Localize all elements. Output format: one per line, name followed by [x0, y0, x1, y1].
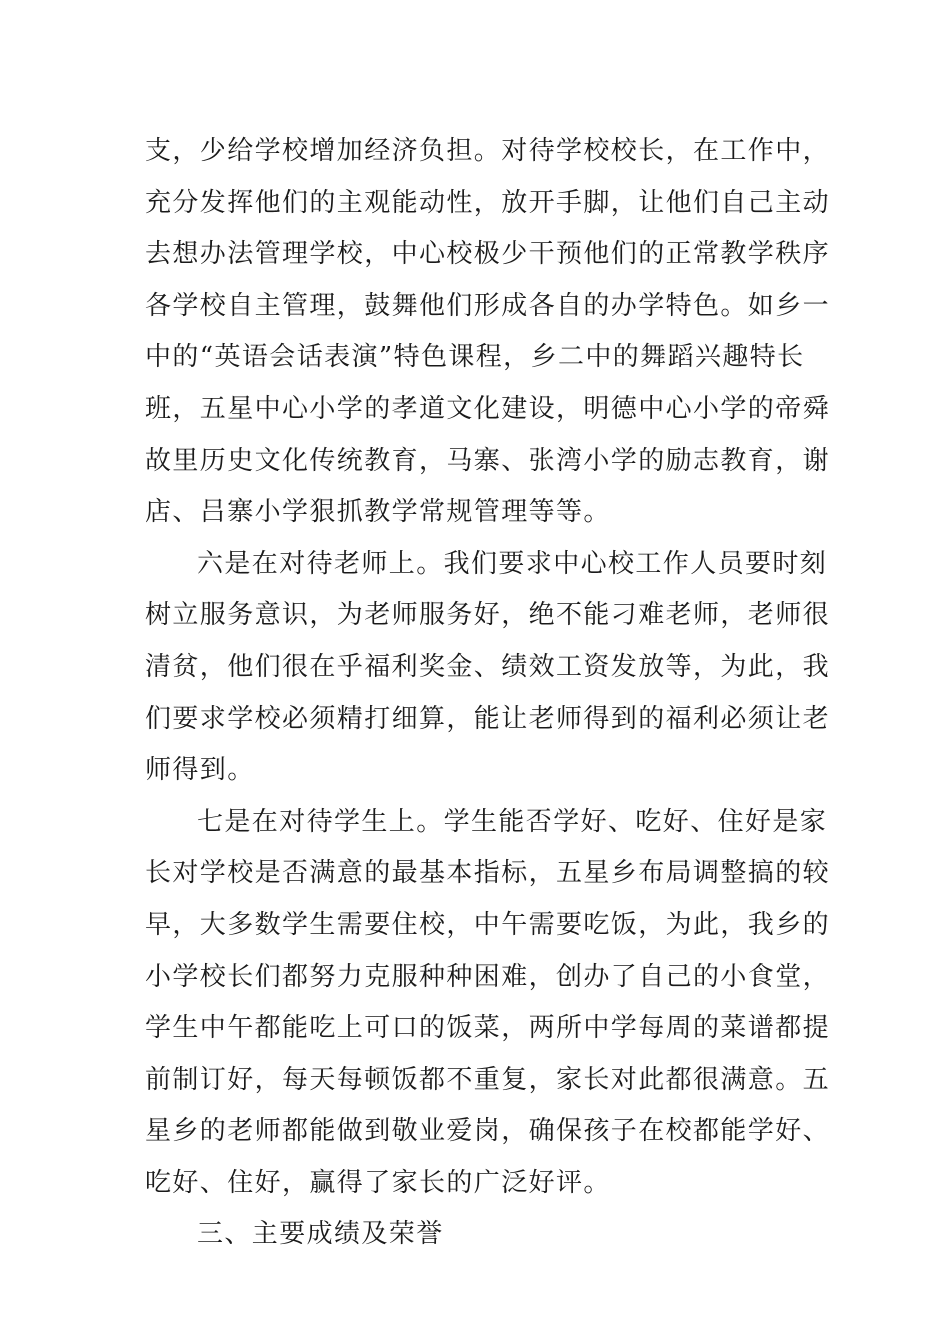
text-line: 前制订好，每天每顿饭都不重复，家长对此都很满意。五 [145, 1064, 831, 1095]
document-body [145, 126, 831, 1261]
text-line: 树立服务意识，为老师服务好，绝不能刁难老师，老师很 [145, 600, 831, 631]
text-line: 小学校长们都努力克服种种困难，创办了自己的小食堂， [145, 961, 831, 992]
paragraph-start-line: 七是在对待学生上。学生能否学好、吃好、住好是家 [197, 806, 828, 837]
text-line: 学生中午都能吃上可口的饭菜，两所中学每周的菜谱都提 [145, 1013, 831, 1044]
text-line: 去想办法管理学校，中心校极少干预他们的正常教学秩序 [145, 239, 831, 270]
text-line: 故里历史文化传统教育，马寨、张湾小学的励志教育，谢 [145, 445, 831, 476]
text-line: 吃好、住好，赢得了家长的广泛好评。 [145, 1167, 611, 1198]
text-line: 们要求学校必须精打细算，能让老师得到的福利必须让老 [145, 703, 831, 734]
text-line: 充分发挥他们的主观能动性，放开手脚，让他们自己主动 [145, 187, 831, 218]
text-line: 店、吕寨小学狠抓教学常规管理等等。 [145, 497, 611, 528]
text-line: 早，大多数学生需要住校，中午需要吃饭，为此，我乡的 [145, 909, 831, 940]
paragraph-start-line: 六是在对待老师上。我们要求中心校工作人员要时刻 [197, 548, 828, 579]
text-line: 清贫，他们很在乎福利奖金、绩效工资发放等，为此，我 [145, 651, 831, 682]
section-heading: 三、主要成绩及荣誉 [197, 1219, 444, 1250]
text-line: 星乡的老师都能做到敬业爱岗，确保孩子在校都能学好、 [145, 1116, 831, 1147]
text-line: 各学校自主管理，鼓舞他们形成各自的办学特色。如乡一 [145, 290, 831, 321]
text-line: 中的“英语会话表演”特色课程，乡二中的舞蹈兴趣特长 [145, 342, 805, 373]
text-line: 班，五星中心小学的孝道文化建设，明德中心小学的帝舜 [145, 393, 831, 424]
text-line: 支，少给学校增加经济负担。对待学校校长，在工作中， [145, 136, 831, 166]
text-line: 长对学校是否满意的最基本指标，五星乡布局调整搞的较 [145, 858, 831, 889]
text-line: 师得到。 [145, 755, 255, 786]
